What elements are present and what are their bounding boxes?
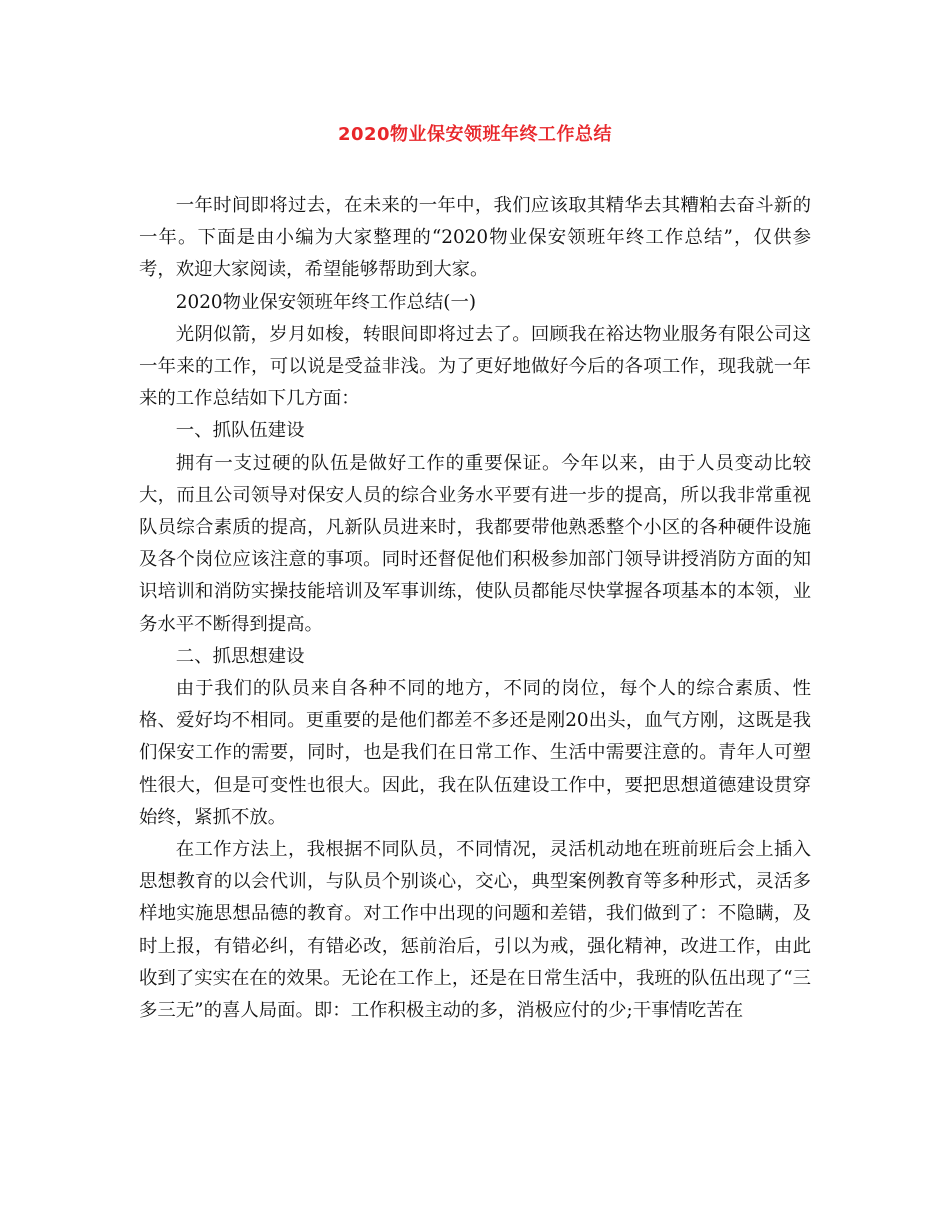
body-paragraph: 由于我们的队员来自各种不同的地方，不同的岗位，每个人的综合素质、性格、爱好均不相同。更重要的是他们都差不多还是刚20出头，血气方刚，这既是我们保安工作的需要，同时，也是我们在日常工作、生活中需要注意的。青年人可塑性很大，但是可变性也很大。因此，我在队伍建设工作中，要把思想道德建设贯穿始终，紧抓不放。 <box>139 678 811 828</box>
section-heading: 2020物业保安领班年终工作总结(一) <box>175 291 477 313</box>
document-body <box>139 190 811 1027</box>
body-paragraph: 光阴似箭，岁月如梭，转眼间即将过去了。回顾我在裕达物业服务有限公司这一年来的工作，可以说是受益非浅。为了更好地做好今后的各项工作，现我就一年来的工作总结如下几方面： <box>139 323 811 410</box>
document-title: 2020物业保安领班年终工作总结 <box>337 124 613 145</box>
subsection-heading: 一、抓队伍建设 <box>175 420 305 442</box>
body-paragraph: 在工作方法上，我根据不同队员，不同情况，灵活机动地在班前班后会上插入思想教育的以会代训，与队员个别谈心，交心，典型案例教育等多种形式，灵活多样地实施思想品德的教育。对工作中出现的问题和差错，我们做到了：不隐瞒，及时上报，有错必纠，有错必改，惩前治后，引以为戒，强化精神，改进工作，由此收到了实实在在的效果。无论在工作上，还是在日常生活中，我班的队伍出现了“三多三无”的喜人局面。即：工作积极主动的多，消极应付的少;干事情吃苦在 <box>139 839 811 1022</box>
intro-paragraph: 一年时间即将过去，在未来的一年中，我们应该取其精华去其糟粕去奋斗新的一年。下面是由小编为大家整理的“2020物业保安领班年终工作总结”，仅供参考，欢迎大家阅读，希望能够帮助到大家。 <box>139 195 811 281</box>
subsection-heading: 二、抓思想建设 <box>175 645 305 667</box>
body-paragraph: 拥有一支过硬的队伍是做好工作的重要保证。今年以来，由于人员变动比较大，而且公司领导对保安人员的综合业务水平要有进一步的提高，所以我非常重视队员综合素质的提高，凡新队员进来时，我都要带他熟悉整个小区的各种硬件设施及各个岗位应该注意的事项。同时还督促他们积极参加部门领导讲授消防方面的知识培训和消防实操技能培训及军事训练，使队员都能尽快掌握各项基本的本领，业务水平不断得到提高。 <box>139 452 811 635</box>
